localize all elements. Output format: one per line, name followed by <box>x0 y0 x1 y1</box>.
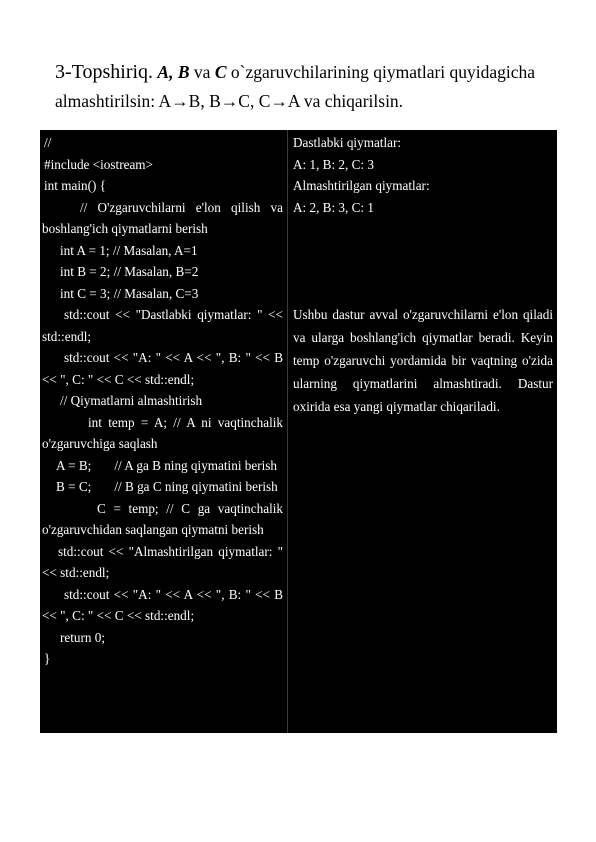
code-line: } <box>44 651 51 666</box>
code-line: // <box>44 135 52 150</box>
output-line: Almashtirilgan qiymatlar: <box>293 178 430 193</box>
code-line: #include <iostream> <box>44 156 153 172</box>
code-line: std::cout << "Dastlabki qiymatlar: " << <box>64 307 283 322</box>
task-text: o`zgaruvchilarining qiymatlari quyidagicha <box>226 62 536 82</box>
task-number: 3-Topshiriq. <box>55 61 154 83</box>
task-word-va: va <box>189 62 215 82</box>
code-line: A = B; // A ga B ning qiymatini berish <box>56 457 278 473</box>
code-line: // O'zgaruvchilarni e'lon qilish va <box>80 199 283 215</box>
code-table <box>40 130 557 733</box>
code-line: o'zgaruvchidan saqlangan qiymatni berish <box>42 522 264 537</box>
task-var-c: C <box>214 62 227 82</box>
code-line: std::cout << "Almashtirilgan qiymatlar: " <box>58 543 283 559</box>
code-line: int A = 1; // Masalan, A=1 <box>60 242 198 258</box>
code-column <box>40 130 288 733</box>
output-line: A: 1, B: 2, C: 3 <box>293 156 374 172</box>
code-line: << std::endl; <box>42 565 110 580</box>
task-heading <box>55 58 555 116</box>
task-heading-line2: almashtirilsin: A→B, B→C, C→A va chiqarilsin. <box>55 91 404 111</box>
output-line: A: 2, B: 3, C: 1 <box>293 199 374 215</box>
code-line: int main() { <box>44 178 106 193</box>
code-line: std::endl; <box>42 328 92 344</box>
code-line: std::cout << "A: " << A << ", B: " << B <box>64 586 283 602</box>
code-line: int B = 2; // Masalan, B=2 <box>60 264 199 279</box>
code-line: C = temp; // C ga vaqtinchalik <box>97 500 283 516</box>
code-line: // Qiymatlarni almashtirish <box>60 393 203 408</box>
output-line: Dastlabki qiymatlar: <box>293 135 402 150</box>
code-line: std::cout << "A: " << A << ", B: " << B <box>64 350 283 365</box>
code-line: int C = 3; // Masalan, C=3 <box>60 285 199 301</box>
code-line: << ", C: " << C << std::endl; <box>42 608 195 623</box>
code-line: return 0; <box>60 629 106 645</box>
code-line: int temp = A; // A ni vaqtinchalik <box>88 414 283 430</box>
program-description: Ushbu dastur avval o'zgaruvchilarni e'lon qiladi va ularga boshlang'ich qiymatlar beradi. Keyin temp o'zgaruvchi yordamida bir vaqtning o'zida ularning qiymatlarini almashtiradi. Dastur oxirida esa yangi qiymatlar chiqariladi. <box>293 307 553 414</box>
task-vars: A, B <box>157 62 190 82</box>
code-line: << ", C: " << C << std::endl; <box>42 371 195 387</box>
code-line: B = C; // B ga C ning qiymatini berish <box>56 479 278 494</box>
code-line: o'zgaruvchiga saqlash <box>42 436 158 451</box>
task-heading-line1 <box>55 58 555 87</box>
code-line: boshlang'ich qiymatlarni berish <box>42 221 208 236</box>
output-column <box>288 130 557 733</box>
